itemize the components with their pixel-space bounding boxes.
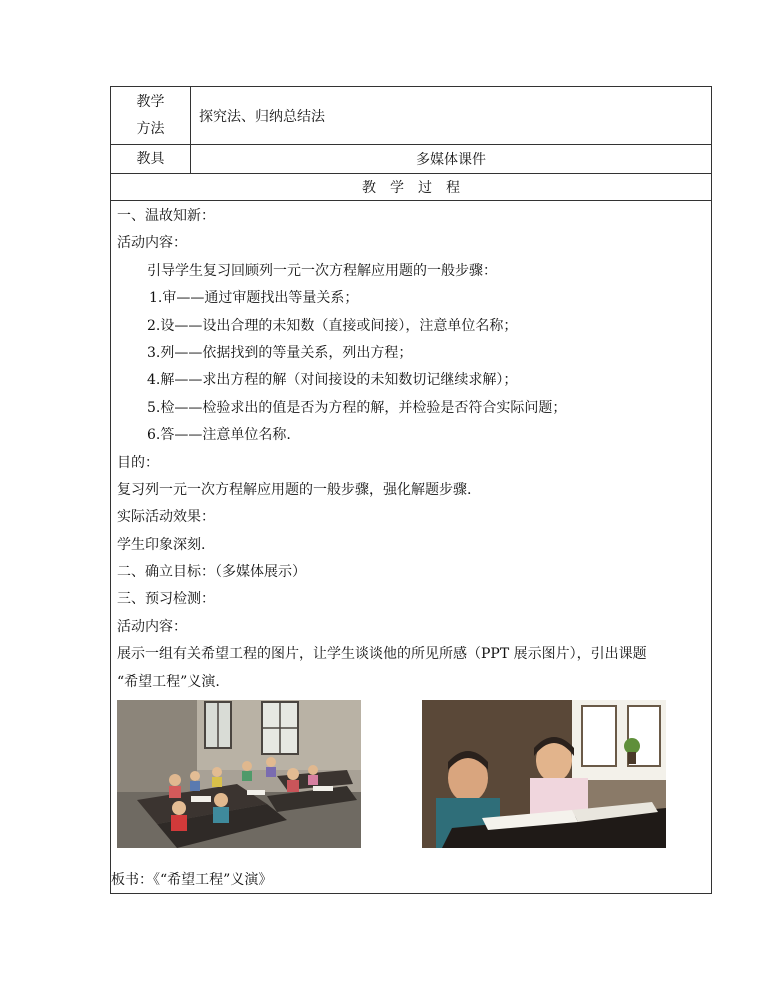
effect-text: 学生印象深刻. bbox=[117, 536, 206, 553]
teaching-method-label bbox=[111, 87, 191, 144]
activity-text: “希望工程”义演. bbox=[117, 673, 220, 690]
photo-area bbox=[117, 700, 705, 870]
method-label-line2: 方法 bbox=[136, 120, 165, 137]
section-heading: 三、预习检测： bbox=[117, 591, 215, 608]
board-writing: 板书：《“希望工程”义演》 bbox=[111, 872, 273, 888]
purpose-label: 目的： bbox=[117, 454, 159, 471]
step-item: 3.列——依据找到的等量关系，列出方程； bbox=[147, 344, 413, 361]
teaching-tools-row bbox=[111, 145, 711, 174]
step-item: 5.检——检验求出的值是否为方程的解，并检验是否符合实际问题； bbox=[147, 399, 567, 416]
teaching-method-row bbox=[111, 87, 711, 145]
step-item: 4.解——求出方程的解（对间接设的未知数切记继续求解）； bbox=[147, 372, 518, 389]
step-item: 1.审——通过审题找出等量关系； bbox=[149, 290, 359, 307]
students-reading-photo bbox=[422, 700, 666, 848]
effect-label: 实际活动效果： bbox=[117, 509, 215, 526]
process-content bbox=[111, 201, 711, 893]
method-label-line1: 教学 bbox=[136, 93, 165, 110]
activity-text: 展示一组有关希望工程的图片，让学生谈谈他的所见所感（PPT 展示图片），引出课题 bbox=[117, 646, 647, 663]
lesson-plan-table bbox=[110, 86, 712, 894]
section-heading: 二、确立目标：（多媒体展示） bbox=[117, 564, 306, 581]
process-title-row bbox=[111, 174, 711, 201]
section-heading: 一、温故知新： bbox=[117, 208, 215, 224]
activity-label: 活动内容： bbox=[117, 618, 187, 635]
teaching-tools-label: 教具 bbox=[111, 145, 191, 173]
classroom-photo bbox=[117, 700, 361, 848]
teaching-method-value: 探究法、归纳总结法 bbox=[199, 108, 325, 125]
activity-intro: 引导学生复习回顾列一元一次方程解应用题的一般步骤： bbox=[147, 262, 497, 279]
step-item: 2.设——设出合理的未知数（直接或间接），注意单位名称； bbox=[147, 317, 518, 334]
step-item: 6.答——注意单位名称. bbox=[147, 427, 291, 444]
teaching-tools-value: 多媒体课件 bbox=[416, 152, 486, 168]
purpose-text: 复习列一元一次方程解应用题的一般步骤，强化解题步骤. bbox=[117, 481, 472, 498]
activity-label: 活动内容： bbox=[117, 235, 187, 252]
process-title: 教学过程 bbox=[362, 180, 474, 196]
